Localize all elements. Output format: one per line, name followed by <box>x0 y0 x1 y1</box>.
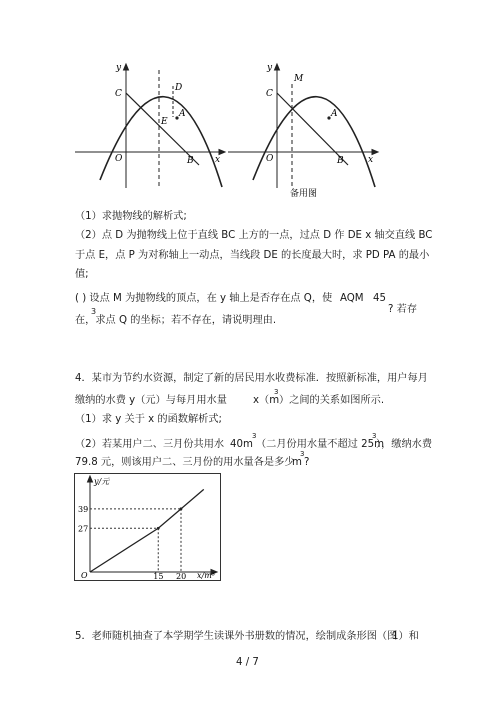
y-tick-label: 27 <box>78 524 89 534</box>
water-fee-chart-frame <box>74 473 221 581</box>
q5-line1-a: 5．老师随机抽查了本学期学生读课外书册数的情况，绘制成条形图（图 <box>75 631 398 642</box>
q3-angle: AQM <box>340 293 364 304</box>
point-c-label: C <box>266 89 273 99</box>
q3-fraction-denominator: 3 <box>91 307 97 316</box>
q5-line1-b: 1）和 <box>392 631 419 642</box>
point-c-label: C <box>115 89 122 99</box>
q4-part2-superscript-1: 3 <box>252 432 257 440</box>
q4-part2-superscript-2: 3 <box>372 432 377 440</box>
q3-part2-line2: 于点 E，点 P 为对称轴上一动点，当线段 DE 的长度最大时，求 PD PA 的最小 <box>75 250 430 261</box>
q4-line2-a: 缴纳的水费 y（元）与每月用水量 <box>75 395 227 406</box>
fee-line <box>90 489 204 572</box>
q3-part2-line3: 值; <box>75 269 89 280</box>
q4-line2-b: x（m <box>253 395 280 406</box>
origin-label: O <box>266 154 274 164</box>
axis-y-label: y <box>267 63 273 73</box>
q4-part2-d: ），缴纳水费 <box>376 439 433 450</box>
q4-part2-a: （2）若某用户二、三月份共用水 <box>75 439 225 450</box>
axis-x-label: x <box>368 155 374 165</box>
axis-x-label: x <box>215 155 221 165</box>
point-a-label: A <box>331 109 338 119</box>
point-b-label: B <box>337 156 344 166</box>
q3-degree: 45 <box>373 293 386 304</box>
q3-part1: （1）求抛物线的解析式; <box>75 211 187 222</box>
parabola-figure-left <box>75 60 235 190</box>
point-a-label: A <box>179 109 186 119</box>
point-d-label: D <box>175 83 183 93</box>
q4-part2-c: （二月份用水量不超过 25m <box>256 439 384 450</box>
y-axis-label: y/元 <box>94 477 110 486</box>
point-e-label: E <box>161 117 168 127</box>
q3-part3-end: ? 若存 <box>388 304 418 315</box>
q3-part3-line1: ( ) 设点 M 为抛物线的顶点，在 y 轴上是否存在点 Q，使 <box>75 293 333 304</box>
q4-part2-b: 40m <box>230 439 253 450</box>
q4-line1: 4．某市为节约水资源，制定了新的居民用水收费标准．按照新标准，用户每月 <box>75 373 428 384</box>
q4-part2-line2-a: 79.8 元，则该用户二、三月份的用水量各是多少 <box>75 457 295 468</box>
point-m-label: M <box>294 74 304 84</box>
q4-part2-superscript-3: 3 <box>300 450 305 458</box>
q3-part2-line1: （2）点 D 为抛物线上位于直线 BC 上方的一点，过点 D 作 DE x 轴交直线 BC <box>75 230 433 241</box>
q4-line2-superscript: 3 <box>274 388 279 396</box>
q4-part2-line2-b: m <box>292 457 302 468</box>
x-tick-label: 15 <box>153 572 164 580</box>
axis-y-label: y <box>116 63 122 73</box>
y-tick-label: 39 <box>78 504 89 514</box>
data-point <box>180 507 183 510</box>
q4-part1: （1）求 y 关于 x 的函数解析式; <box>75 414 222 425</box>
page-number: 4 / 7 <box>236 657 259 668</box>
origin-label: O <box>81 571 88 580</box>
q3-part3-line2: 在，求点 Q 的坐标；若不存在，请说明理由. <box>75 315 277 326</box>
parabola-figure-right <box>228 60 388 205</box>
x-axis-label: x/m³ <box>197 571 215 580</box>
figure-caption: 备用图 <box>290 189 318 199</box>
data-point <box>157 527 160 530</box>
q4-part2-line2-c: ? <box>304 457 310 468</box>
water-fee-chart <box>75 474 220 580</box>
q4-line2-c: ）之间的关系如图所示. <box>279 395 385 406</box>
x-tick-label: 20 <box>176 572 187 580</box>
origin-label: O <box>115 154 123 164</box>
point-b-label: B <box>187 156 194 166</box>
